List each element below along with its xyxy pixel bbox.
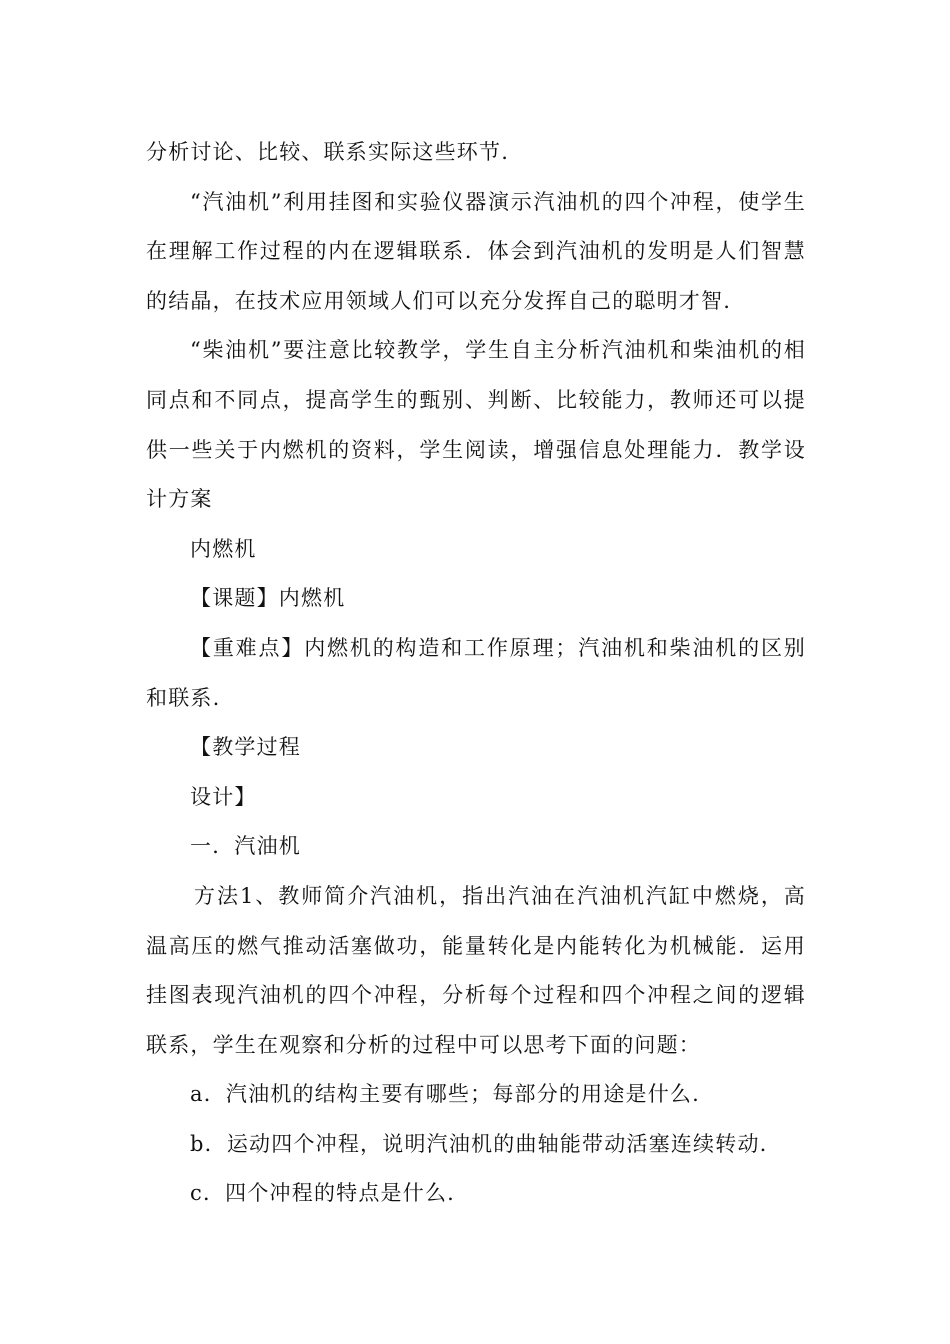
question-c: c．四个冲程的特点是什么. — [190, 1181, 456, 1206]
paragraph-diesel-engine-method: “柴油机”要注意比较教学，学生自主分析汽油机和柴油机的相同点和不同点，提高学生的甄别、判断、比较能力，教师还可以提供一些关于内燃机的资料，学生阅读，增强信息处理能力．教学设计方案 — [146, 338, 806, 512]
teaching-process-heading-continued: 设计】 — [190, 784, 257, 809]
question-a: a．汽油机的结构主要有哪些；每部分的用途是什么. — [190, 1082, 700, 1107]
key-points: 【重难点】内燃机的构造和工作原理；汽油机和柴油机的区别和联系. — [146, 635, 806, 710]
section-heading-gasoline-engine: 一．汽油机 — [190, 834, 301, 859]
document-body — [146, 128, 806, 1219]
section-heading-internal-combustion-engine: 内燃机 — [190, 536, 257, 561]
question-b: b．运动四个冲程，说明汽油机的曲轴能带动活塞连续转动. — [190, 1131, 768, 1156]
paragraph-intro-continuation: 分析讨论、比较、联系实际这些环节. — [146, 140, 510, 164]
teaching-process-heading: 【教学过程 — [190, 735, 301, 760]
lesson-topic: 【课题】内燃机 — [190, 586, 346, 611]
paragraph-gasoline-engine-method: “汽油机”利用挂图和实验仪器演示汽油机的四个冲程，使学生在理解工作过程的内在逻辑联系．体会到汽油机的发明是人们智慧的结晶，在技术应用领域人们可以充分发挥自己的聪明才智. — [146, 189, 806, 313]
paragraph-method-one: 方法1、教师简介汽油机，指出汽油在汽油机汽缸中燃烧，高温高压的燃气推动活塞做功，能量转化是内能转化为机械能．运用挂图表现汽油机的四个冲程，分析每个过程和四个冲程之间的逻辑联系，学生在观察和分析的过程中可以思考下面的问题： — [146, 883, 806, 1057]
